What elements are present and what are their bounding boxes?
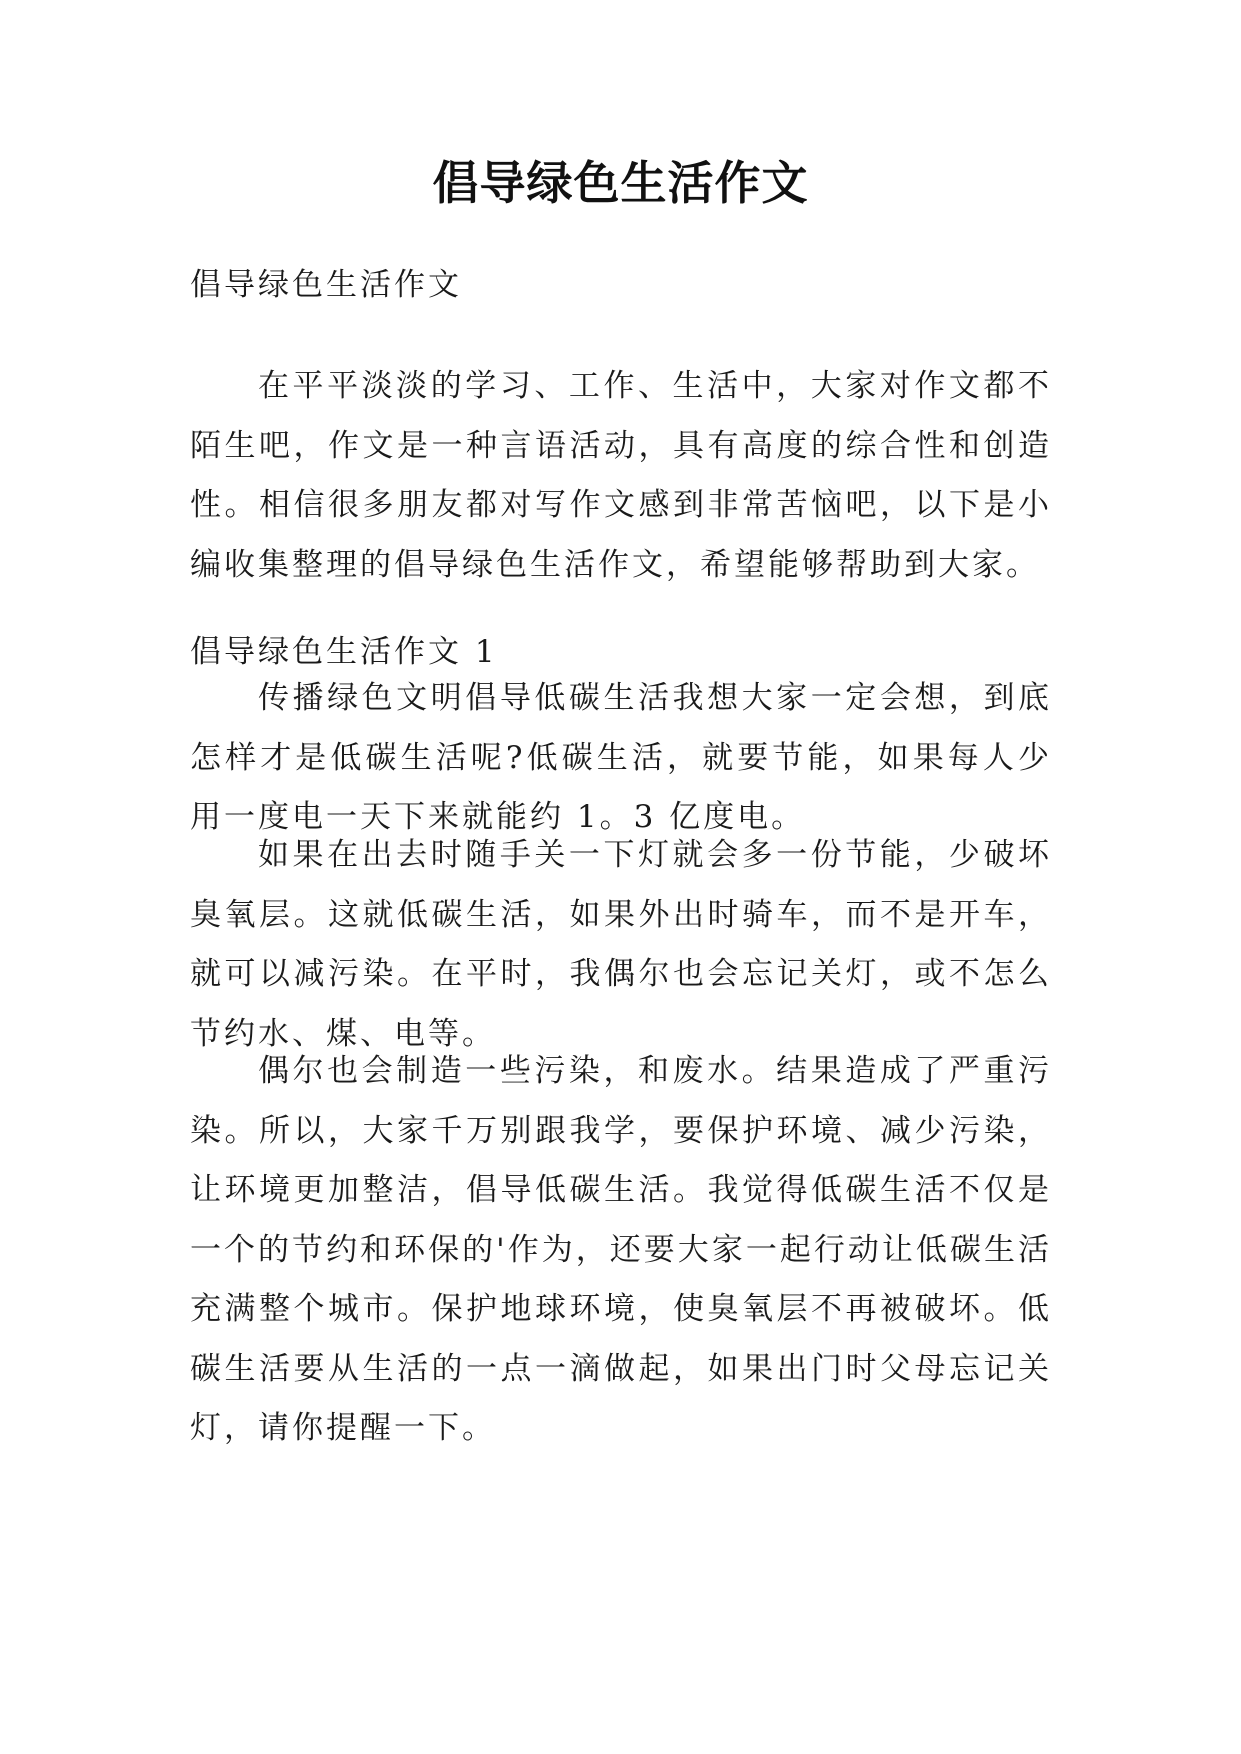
document-title: 倡导绿色生活作文	[432, 156, 809, 210]
intro-paragraph: 在平平淡淡的学习、工作、生活中，大家对作文都不陌生吧，作文是一种言语活动，具有高度的综合性和创造性。相信很多朋友都对写作文感到非常苦恼吧，以下是小编收集整理的倡导绿色生活作文，希望能够帮助到大家。	[190, 368, 1052, 583]
body-paragraph-3: 偶尔也会制造一些污染，和废水。结果造成了严重污染。所以，大家千万别跟我学，要保护环境、减少污染，让环境更加整洁，倡导低碳生活。我觉得低碳生活不仅是一个的节约和环保的'作为，还要大家一起行动让低碳生活充满整个城市。保护地球环境，使臭氧层不再被破坏。低碳生活要从生活的一点一滴做起，如果出门时父母忘记关灯，请你提醒一下。	[190, 1053, 1052, 1446]
section-heading: 倡导绿色生活作文 1	[190, 634, 498, 670]
body-paragraph-1: 传播绿色文明倡导低碳生活我想大家一定会想，到底怎样才是低碳生活呢?低碳生活，就要节能，如果每人少用一度电一天下来就能约 1。3 亿度电。	[190, 680, 1052, 835]
body-paragraph-2: 如果在出去时随手关一下灯就会多一份节能，少破坏臭氧层。这就低碳生活，如果外出时骑车，而不是开车，就可以减污染。在平时，我偶尔也会忘记关灯，或不怎么节约水、煤、电等。	[190, 837, 1052, 1052]
document-subtitle: 倡导绿色生活作文	[190, 267, 462, 303]
